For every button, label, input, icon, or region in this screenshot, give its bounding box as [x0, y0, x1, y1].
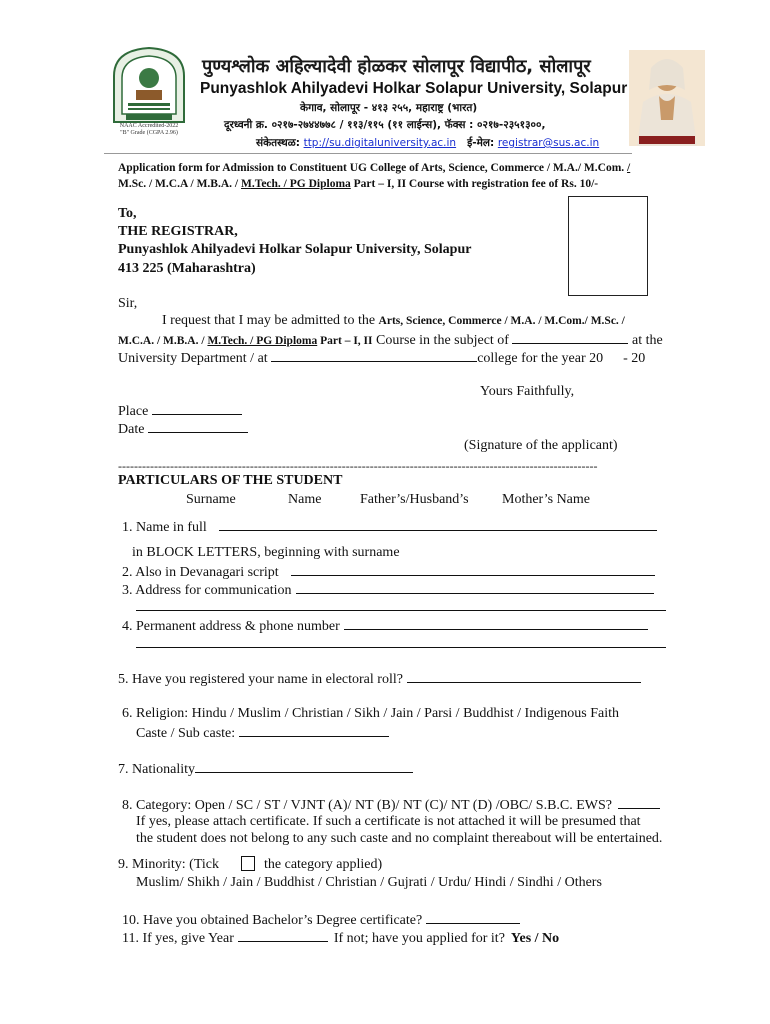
q7-label: 7. Nationality — [118, 762, 195, 777]
column-mother: Mother’s Name — [502, 492, 590, 507]
recipient-registrar: THE REGISTRAR, — [118, 224, 238, 239]
q5-row — [118, 670, 641, 688]
closing: Yours Faithfully, — [480, 384, 575, 399]
date-label: Date — [118, 422, 145, 437]
q1-label: 1. Name in full — [122, 520, 207, 535]
column-father: Father’s/Husband’s — [360, 492, 469, 507]
photo-box[interactable] — [568, 196, 648, 296]
year-label: college for the year 20 — [477, 351, 604, 366]
q8-row — [122, 796, 660, 814]
degree-certificate-field[interactable] — [426, 911, 520, 924]
website-link[interactable]: ttp://su.digitaluniversity.ac.in — [303, 137, 457, 149]
year-field[interactable] — [238, 929, 328, 942]
q11-row — [122, 929, 559, 947]
q2-label: 2. Also in Devanagari script — [122, 565, 279, 580]
q4-row — [122, 617, 648, 635]
particulars-heading: PARTICULARS OF THE STUDENT — [118, 473, 343, 488]
q5-label: 5. Have you registered your name in electoral roll? — [118, 672, 403, 687]
university-title-marathi: पुण्यश्लोक अहिल्यादेवी होळकर सोलापूर विद्यापीठ, सोलापूर — [202, 56, 591, 77]
q10-row — [122, 911, 520, 929]
q11-applied-label: If not; have you applied for it? — [333, 931, 505, 946]
devanagari-field[interactable] — [291, 563, 655, 576]
q1-row — [122, 518, 657, 536]
request-line2-underlined: M.Tech. / PG Diploma — [207, 335, 318, 347]
electoral-roll-field[interactable] — [407, 670, 641, 683]
email-link[interactable]: registrar@sus.ac.in — [497, 137, 600, 149]
q2-row — [122, 563, 655, 581]
salutation: Sir, — [118, 296, 138, 311]
q1-note: in BLOCK LETTERS, beginning with surname — [132, 545, 400, 560]
intro-line2-underlined: M.Tech. / PG Diploma — [240, 178, 351, 190]
form-intro-line1 — [118, 162, 630, 174]
request-line2-courses: M.C.A. / M.B.A. / — [118, 335, 208, 347]
header-divider — [104, 153, 632, 154]
minority-options: Muslim/ Shikh / Jain / Buddhist / Christian / Gujrati / Urdu/ Hindi / Sindhi / Others — [136, 875, 602, 890]
recipient-to: To, — [118, 206, 137, 221]
email-label: ई-मेल: — [467, 137, 495, 149]
request-line1 — [162, 313, 625, 329]
request-line2 — [118, 331, 663, 349]
request-line2-part: Part – I, II — [317, 335, 373, 347]
q4-label: 4. Permanent address & phone number — [122, 619, 340, 634]
signature-label: (Signature of the applicant) — [464, 438, 618, 453]
minority-checkbox[interactable] — [241, 856, 255, 871]
ahilyadevi-portrait-icon — [629, 50, 705, 146]
permanent-address-field[interactable] — [344, 617, 648, 630]
university-title-english: Punyashlok Ahilyadevi Holkar Solapur University, Solapur — [200, 80, 628, 97]
date-field[interactable] — [148, 420, 248, 433]
q8-note1: If yes, please attach certificate. If such a certificate is not attached it will be presumed that — [136, 814, 641, 829]
website-label: संकेतस्थळ: — [256, 137, 300, 149]
caste-field[interactable] — [239, 724, 389, 737]
intro-line2-fee: Part – I, II Course with registration fee of Rs. 10/- — [350, 178, 599, 190]
form-intro-line2 — [118, 178, 598, 190]
communication-address-field[interactable] — [296, 581, 654, 594]
q3-label: 3. Address for communication — [122, 583, 292, 598]
q6-label: 6. Religion: Hindu / Muslim / Christian / Sikh / Jain / Parsi / Buddhist / Indigenous Faith — [122, 706, 620, 721]
q3-row — [122, 581, 654, 599]
q9-label-end: the category applied) — [264, 857, 383, 872]
request-line2-end: at the — [628, 333, 663, 348]
naac-line2: "B" Grade (CGPA 2.96) — [120, 130, 178, 136]
intro-line1-slash: / — [627, 162, 631, 174]
caste-label: Caste / Sub caste: — [136, 726, 236, 741]
permanent-address-line2[interactable] — [136, 635, 666, 648]
q9-label: 9. Minority: (Tick — [118, 857, 219, 872]
category-field[interactable] — [618, 796, 660, 809]
date-row — [118, 420, 248, 438]
request-line2-subject: Course in the subject of — [372, 333, 513, 348]
request-courses: Arts, Science, Commerce / M.A. / M.Com./ M.Sc. / — [378, 315, 625, 327]
department-label: University Department / at — [118, 351, 272, 366]
place-row — [118, 402, 242, 420]
university-address-marathi: केगाव, सोलापूर - ४१३ २५५, महाराष्ट्र (भारत) — [300, 102, 478, 114]
column-name: Name — [288, 492, 322, 507]
communication-address-line2[interactable] — [136, 598, 666, 611]
intro-line2-text: M.Sc. / M.C.A / M.B.A. / — [118, 178, 241, 190]
year-end-label: - 20 — [623, 351, 646, 366]
subject-field[interactable] — [512, 331, 628, 344]
request-line3 — [118, 349, 645, 367]
university-web-line — [256, 136, 599, 150]
q6-caste-row — [136, 724, 389, 742]
place-label: Place — [118, 404, 149, 419]
college-field[interactable] — [271, 349, 477, 362]
q8-label: 8. Category: Open / SC / ST / VJNT (A)/ NT (B)/ NT (C)/ NT (D) /OBC/ S.B.C. EWS? — [122, 798, 613, 813]
request-text: I request that I may be admitted to the — [162, 313, 379, 328]
recipient-university: Punyashlok Ahilyadevi Holkar Solapur University, Solapur — [118, 242, 472, 257]
yes-no-option[interactable]: Yes / No — [510, 931, 560, 946]
full-name-field[interactable] — [219, 518, 657, 531]
place-field[interactable] — [152, 402, 242, 415]
q11-label: 11. If yes, give Year — [122, 931, 234, 946]
q7-row — [118, 760, 413, 778]
naac-accreditation — [108, 123, 190, 137]
university-phone-marathi: दूरध्वनी क्र. ०२१७-२७४४७७८ / ११३/११५ (११ लाईन्स), फॅक्स : ०२१७-२३५१३००, — [224, 119, 546, 131]
q8-note2: the student does not belong to any such caste and no complaint thereabout will be entertained. — [136, 831, 663, 846]
section-divider: ------------------------------------------------------------------------------------------------------------------------ — [118, 459, 598, 473]
naac-line1: NAAC Accredited-2022 — [119, 123, 179, 129]
recipient-pin: 413 225 (Maharashtra) — [118, 261, 256, 276]
q10-label: 10. Have you obtained Bachelor’s Degree certificate? — [122, 913, 423, 928]
column-surname: Surname — [186, 492, 236, 507]
intro-line1-text: Application form for Admission to Constituent UG College of Arts, Science, Commerce / M.A./ M.Com. — [118, 162, 628, 174]
nationality-field[interactable] — [195, 760, 413, 773]
